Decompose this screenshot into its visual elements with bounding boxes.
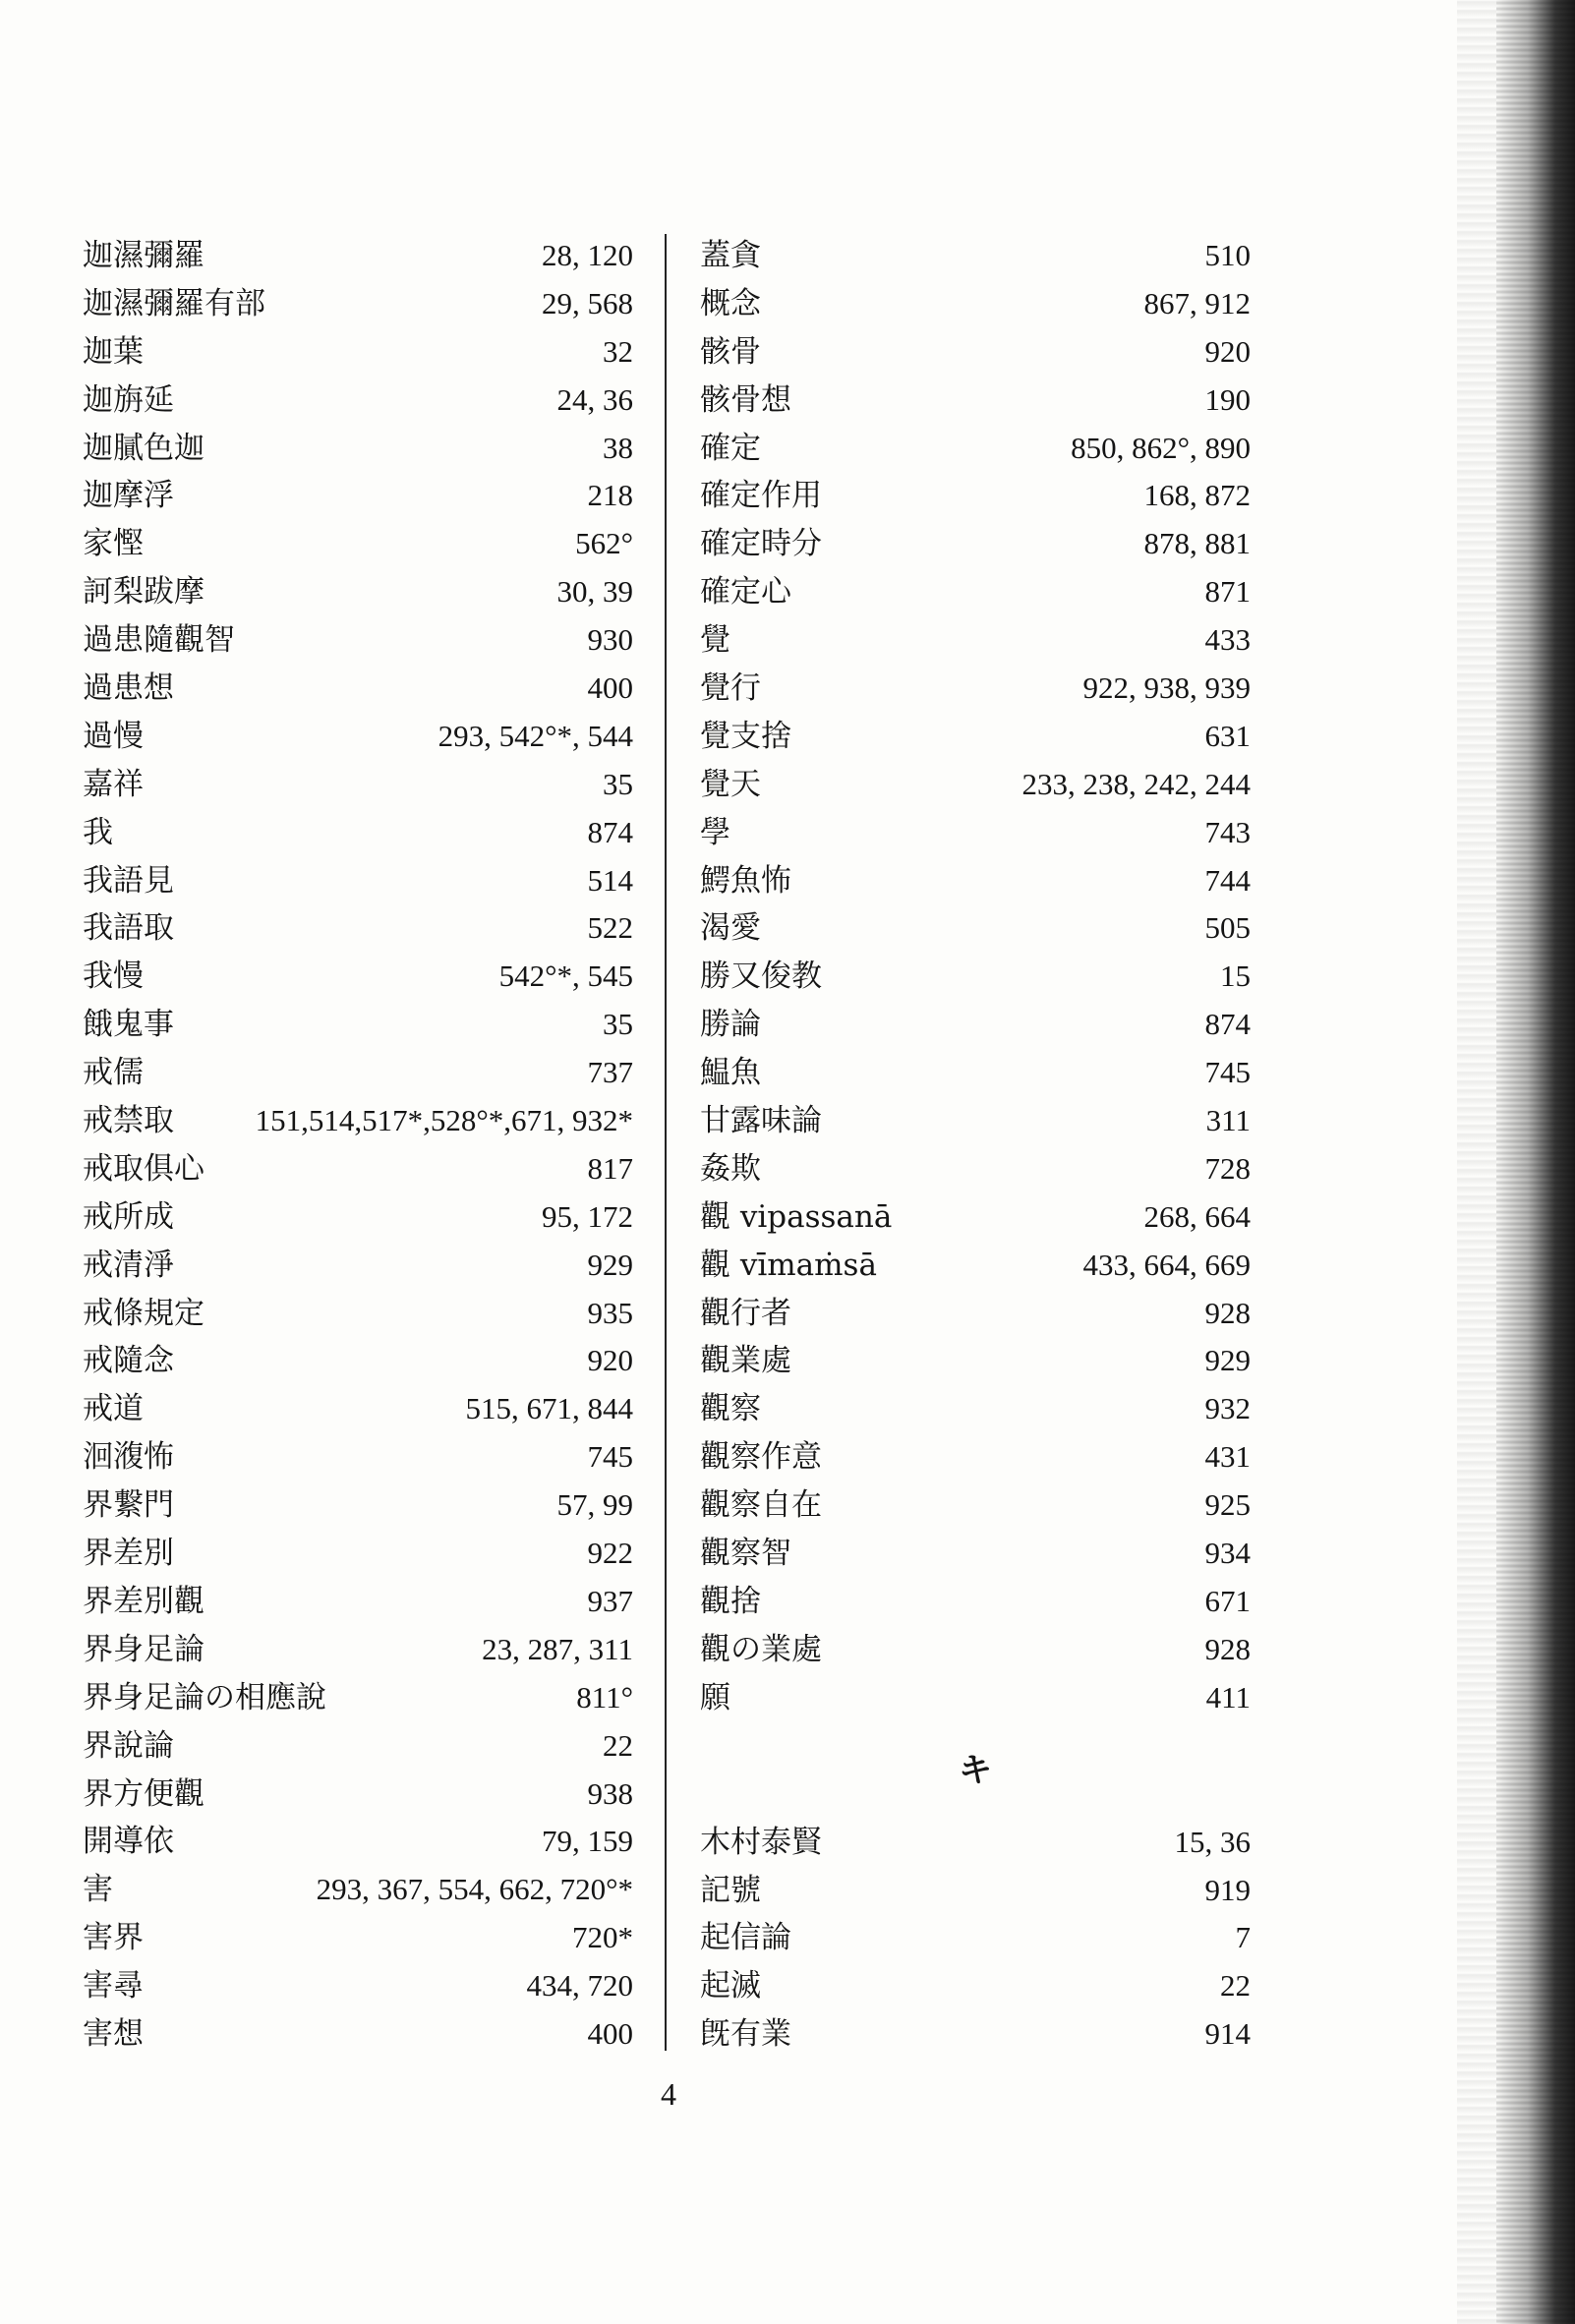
page-references: 743 [1204,814,1251,849]
page-references: 15, 36 [1174,1824,1251,1859]
index-entry [700,1001,1251,1049]
index-term: 迦摩浮 [83,478,174,514]
index-term: 我語取 [83,910,174,947]
index-entry [700,280,1251,328]
index-entry [83,1674,633,1722]
index-term: 戒隨念 [83,1343,174,1379]
page-references: 433 [1204,622,1251,658]
index-term: 確定心 [700,574,791,610]
page-references: 411 [1205,1679,1251,1714]
index-term: 迦膩色迦 [83,430,204,466]
page-references: 937 [587,1583,633,1618]
page-references: 268, 664 [1143,1198,1251,1234]
index-term: 甘露味論 [700,1103,822,1139]
index-term: 界說論 [83,1727,174,1764]
index-entry [83,1866,633,1914]
index-entry [83,1385,633,1433]
index-entry [700,1337,1251,1385]
index-entry [700,665,1251,713]
index-term: 我 [83,814,113,850]
index-term: 確定 [700,430,761,466]
index-term: 骸骨想 [700,381,791,418]
index-term: 渴愛 [700,910,761,947]
index-term: 嘉祥 [83,766,144,802]
index-entry [83,904,633,953]
index-entry [700,857,1251,905]
index-entry [700,761,1251,809]
index-entry [700,1193,1251,1242]
page-references: 7 [1235,1920,1251,1955]
index-entry [700,1242,1251,1290]
page-references: 737 [587,1055,633,1090]
index-term: 過慢 [83,718,144,754]
index-entry [700,1433,1251,1482]
index-entry [83,761,633,809]
index-entry [83,328,633,377]
index-entry [83,1626,633,1674]
index-entry [700,568,1251,616]
page-references: 720* [572,1920,633,1955]
page-references: 514 [587,862,633,898]
index-entry [83,1290,633,1338]
index-entry [83,2010,633,2059]
index-term: 迦濕彌羅有部 [83,285,265,321]
index-entry [83,520,633,568]
page-references: 190 [1204,381,1251,417]
index-entry [83,1242,633,1290]
index-term: 我語見 [83,862,174,899]
index-entry [83,1578,633,1626]
index-term: 記號 [700,1872,761,1908]
index-term: 家慳 [83,526,144,562]
index-entry [83,1722,633,1771]
page-references: 400 [587,670,633,706]
page-references: 522 [587,910,633,946]
index-term: 戒條規定 [83,1295,204,1331]
index-term: 願 [700,1679,730,1715]
page-references: 95, 172 [542,1198,633,1234]
index-entry [700,520,1251,568]
page-references: 932 [1204,1391,1251,1426]
index-entry [700,1578,1251,1626]
page-references: 22 [1220,1968,1251,2004]
page-references: 867, 912 [1143,285,1251,320]
index-term: 戒禁取 [83,1103,174,1139]
index-term: 覺支捨 [700,718,791,754]
index-term: 我慢 [83,959,144,995]
page-references: 671 [1204,1583,1251,1618]
page-references: 29, 568 [542,285,633,320]
index-entry [700,616,1251,665]
page-references: 929 [1204,1343,1251,1378]
index-entry [700,1819,1251,1867]
index-column-right [700,232,1251,2059]
scan-edge [1496,0,1575,2324]
page-references: 928 [1204,1631,1251,1666]
index-group-ka [700,232,1251,1722]
index-entry [700,1962,1251,2010]
index-entry [83,1771,633,1819]
page-references: 431 [1204,1439,1251,1475]
page-references: 938 [587,1775,633,1811]
index-entry [83,857,633,905]
page-references: 35 [603,1007,633,1042]
index-entry [83,232,633,280]
page-references: 38 [603,430,633,465]
index-term: 覺天 [700,766,761,802]
index-term: 起滅 [700,1968,761,2004]
index-term: 確定作用 [700,478,822,514]
index-entry [83,809,633,857]
page-references: 817 [587,1150,633,1186]
index-term: 骸骨 [700,333,761,370]
index-term: 覺行 [700,670,761,707]
page-references: 233, 238, 242, 244 [1021,766,1251,801]
index-term: 鰛魚 [700,1055,761,1091]
index-entry [700,425,1251,473]
index-entry [700,328,1251,377]
page-references: 745 [587,1439,633,1475]
index-term: 觀 vīmaṁsā [700,1247,877,1283]
page-references: 920 [587,1343,633,1378]
index-entry [700,1385,1251,1433]
index-term: 確定時分 [700,526,822,562]
index-entry [83,616,633,665]
index-entry [700,1626,1251,1674]
page-references: 505 [1204,910,1251,946]
index-term: 姦欺 [700,1150,761,1187]
index-entry [83,1049,633,1097]
page-references: 542°*, 545 [498,959,633,994]
index-entry [83,1530,633,1578]
index-entry [83,1097,633,1145]
index-term: 觀の業處 [700,1631,822,1667]
page-references: 35 [603,766,633,801]
index-entry [700,1914,1251,1962]
page-references: 631 [1204,718,1251,753]
page-references: 850, 862°, 890 [1071,430,1251,465]
page-references: 925 [1204,1487,1251,1523]
index-entry [83,472,633,520]
page-references: 293, 542°*, 544 [438,718,633,753]
index-term: 界繋門 [83,1487,174,1524]
index-entry [700,1049,1251,1097]
index-term: 界方便觀 [83,1775,204,1812]
index-entry [83,953,633,1001]
page-references: 744 [1204,862,1251,898]
page-references: 914 [1204,2016,1251,2052]
index-term: 戒清淨 [83,1247,174,1283]
index-term: 戒取俱心 [83,1150,204,1187]
page-references: 23, 287, 311 [482,1631,633,1666]
page-references: 878, 881 [1143,526,1251,561]
index-entry [83,1914,633,1962]
index-term: 戒所成 [83,1198,174,1235]
index-entry [83,665,633,713]
page-references: 811° [576,1679,633,1714]
index-entry [700,713,1251,761]
index-entry [700,1290,1251,1338]
index-term: 觀察 [700,1391,761,1427]
section-header [700,1722,1251,1819]
index-entry [83,1433,633,1482]
page-references: 311 [1205,1103,1251,1138]
index-entry [700,1145,1251,1193]
index-term: 旣有業 [700,2016,791,2053]
index-term: 觀行者 [700,1295,791,1331]
index-entry [700,377,1251,425]
page-references: 151,514,517*,528°*,671, 932* [255,1103,633,1138]
index-entry [83,1337,633,1385]
page-number: 4 [661,2076,676,2112]
index-entry [83,1145,633,1193]
page-references: 515, 671, 844 [465,1391,633,1426]
index-term: 界差別觀 [83,1583,204,1619]
page-references: 28, 120 [542,238,633,272]
index-term: 界差別 [83,1536,174,1572]
page-references: 22 [603,1727,633,1763]
index-term: 界身足論の相應說 [83,1679,326,1715]
page-references: 400 [587,2015,633,2051]
index-term: 觀業處 [700,1343,791,1379]
index-group-ki [700,1819,1251,2059]
index-entry [700,1097,1251,1145]
index-entry [700,1530,1251,1578]
index-term: 概念 [700,285,761,321]
index-entry [700,2010,1251,2059]
page-references: 57, 99 [556,1487,633,1523]
index-term: 觀察智 [700,1536,791,1572]
index-term: 害界 [83,1920,144,1956]
index-term: 鰐魚怖 [700,862,791,899]
index-entry [83,425,633,473]
index-term: 迦旃延 [83,381,174,418]
index-entry [700,809,1251,857]
index-term: 觀察自在 [700,1487,822,1524]
index-entry [83,713,633,761]
index-term: 洄澓怖 [83,1439,174,1476]
index-entry [83,1818,633,1866]
scan-shadow [1457,0,1496,2324]
index-term: 戒道 [83,1391,144,1427]
index-term: 迦濕彌羅 [83,238,204,273]
index-term: 觀察作意 [700,1439,822,1476]
page-references: 433, 664, 669 [1082,1247,1251,1282]
index-term: 蓋貪 [700,238,761,273]
page-references: 79, 159 [542,1824,633,1859]
page-references: 922 [587,1536,633,1571]
page-references: 510 [1204,238,1251,272]
page-references: 24, 36 [556,381,633,417]
index-term: 迦葉 [83,333,144,370]
index-column-left [83,232,633,2059]
index-entry [83,1482,633,1530]
page-references: 920 [1204,333,1251,369]
page-references: 32 [603,333,633,369]
index-term: 起信論 [700,1920,791,1956]
page-references: 728 [1204,1150,1251,1186]
index-term: 勝論 [700,1007,761,1043]
page-references: 434, 720 [526,1968,633,2004]
page-references: 218 [587,478,633,513]
page-references: 928 [1204,1295,1251,1330]
index-term: 餓鬼事 [83,1007,174,1043]
index-term: 開導依 [83,1824,174,1860]
column-divider [665,234,667,2051]
index-term: 害 [83,1872,113,1908]
index-term: 害尋 [83,1968,144,2004]
page-references: 30, 39 [556,574,633,610]
page-references: 293, 367, 554, 662, 720°* [316,1872,633,1907]
page-references: 930 [587,622,633,658]
index-entry [700,904,1251,953]
index-term: 勝又俊教 [700,959,822,995]
index-term: 戒儒 [83,1055,144,1091]
index-entry [700,1867,1251,1915]
page-references: 874 [1204,1007,1251,1042]
index-term: 界身足論 [83,1631,204,1667]
index-term: 覺 [700,622,730,659]
page-references: 562° [575,526,633,561]
page-references: 935 [587,1295,633,1330]
section-header-label: キ [959,1750,992,1790]
index-entry [83,377,633,425]
page-references: 168, 872 [1143,478,1251,513]
index-term: 木村泰賢 [700,1824,822,1860]
page-references: 919 [1204,1872,1251,1907]
index-term: 訶梨跋摩 [83,574,204,610]
index-entry [83,1962,633,2010]
page-references: 15 [1220,959,1251,994]
index-term: 學 [700,814,730,850]
index-term: 觀捨 [700,1583,761,1619]
index-entry [83,1001,633,1049]
index-term: 過患想 [83,670,174,707]
page-references: 745 [1204,1055,1251,1090]
index-entry [700,953,1251,1001]
index-entry [83,1193,633,1242]
index-entry [700,1674,1251,1722]
index-entry [700,232,1251,280]
page-references: 922, 938, 939 [1082,670,1251,706]
index-entry [700,1482,1251,1530]
index-entry [83,568,633,616]
page-references: 929 [587,1247,633,1282]
index-term: 過患隨觀智 [83,622,235,659]
index-entry [83,280,633,328]
index-term: 害想 [83,2015,144,2052]
page-references: 874 [587,814,633,849]
index-entry [700,472,1251,520]
page-references: 871 [1204,574,1251,610]
index-term: 觀 vipassanā [700,1198,893,1235]
page-references: 934 [1204,1536,1251,1571]
